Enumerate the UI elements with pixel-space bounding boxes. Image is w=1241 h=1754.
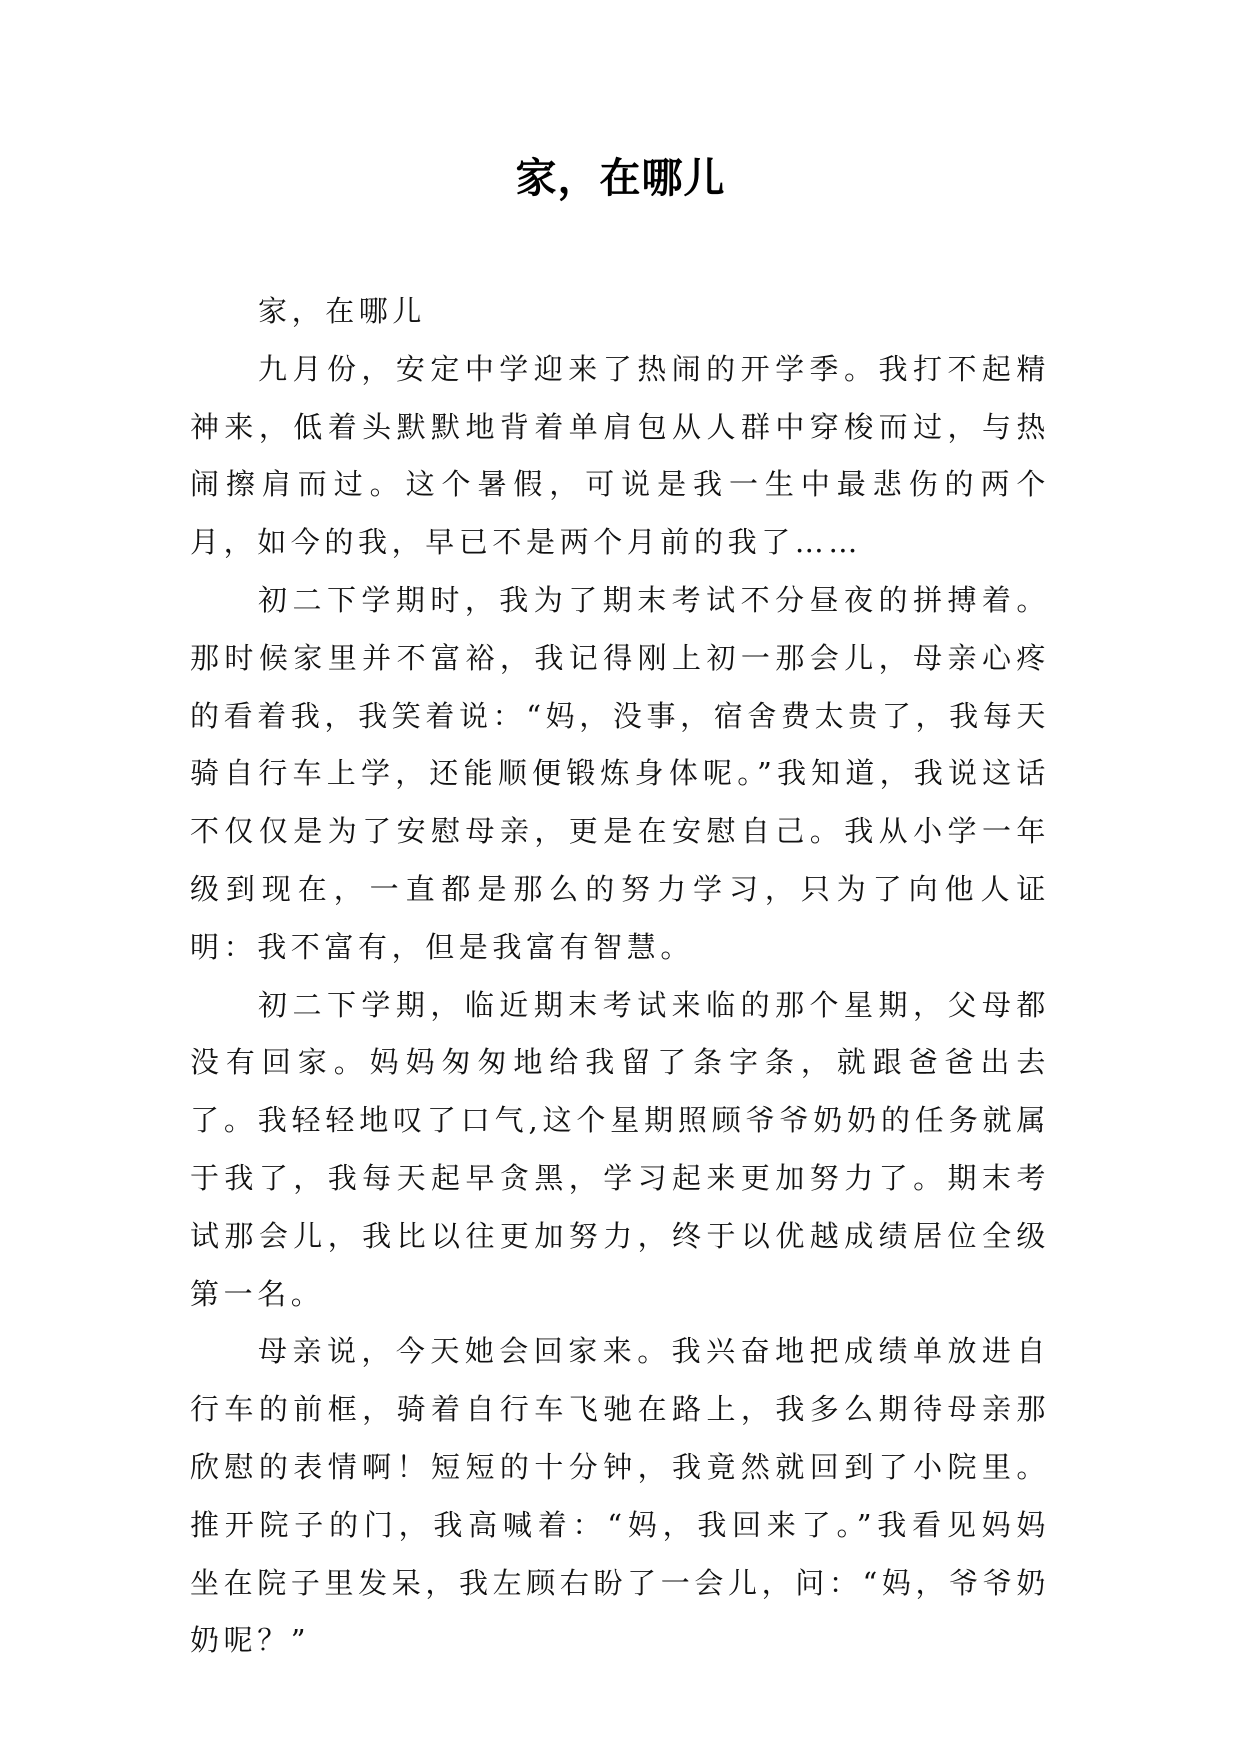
paragraph: 九月份，安定中学迎来了热闹的开学季。我打不起精神来，低着头默默地背着单肩包从人群中穿梭而过，与热闹擦肩而过。这个暑假，可说是我一生中最悲伤的两个月，如今的我，早已不是两个月前的我了…… [190,351,1050,560]
paragraph: 母亲说，今天她会回家来。我兴奋地把成绩单放进自行车的前框，骑着自行车飞驰在路上，我多么期待母亲那欣慰的表情啊！短短的十分钟，我竟然就回到了小院里。推开院子的门，我高喊着：“妈，我回来了。”我看见妈妈坐在院子里发呆，我左顾右盼了一会儿，问：“妈，爷爷奶奶呢？” [190,1334,1050,1658]
paragraph: 初二下学期时，我为了期末考试不分昼夜的拼搏着。那时候家里并不富裕，我记得刚上初一那会儿，母亲心疼的看着我，我笑着说：“妈，没事，宿舍费太贵了，我每天骑自行车上学，还能顺便锻炼身体呢。”我知道，我说这话不仅仅是为了安慰母亲，更是在安慰自己。我从小学一年级到现在，一直都是那么的努力学习，只为了向他人证明：我不富有，但是我富有智慧。 [190,582,1050,964]
paragraph: 家，在哪儿 [258,294,427,328]
paragraph: 初二下学期，临近期末考试来临的那个星期，父母都没有回家。妈妈匆匆地给我留了条字条，就跟爸爸出去了。我轻轻地叹了口气,这个星期照顾爷爷奶奶的任务就属于我了，我每天起早贪黑，学习起来更加努力了。期末考试那会儿，我比以往更加努力，终于以优越成绩居位全级第一名。 [190,987,1050,1311]
document-title: 家，在哪儿 [515,154,726,202]
document-body [190,283,1050,1670]
